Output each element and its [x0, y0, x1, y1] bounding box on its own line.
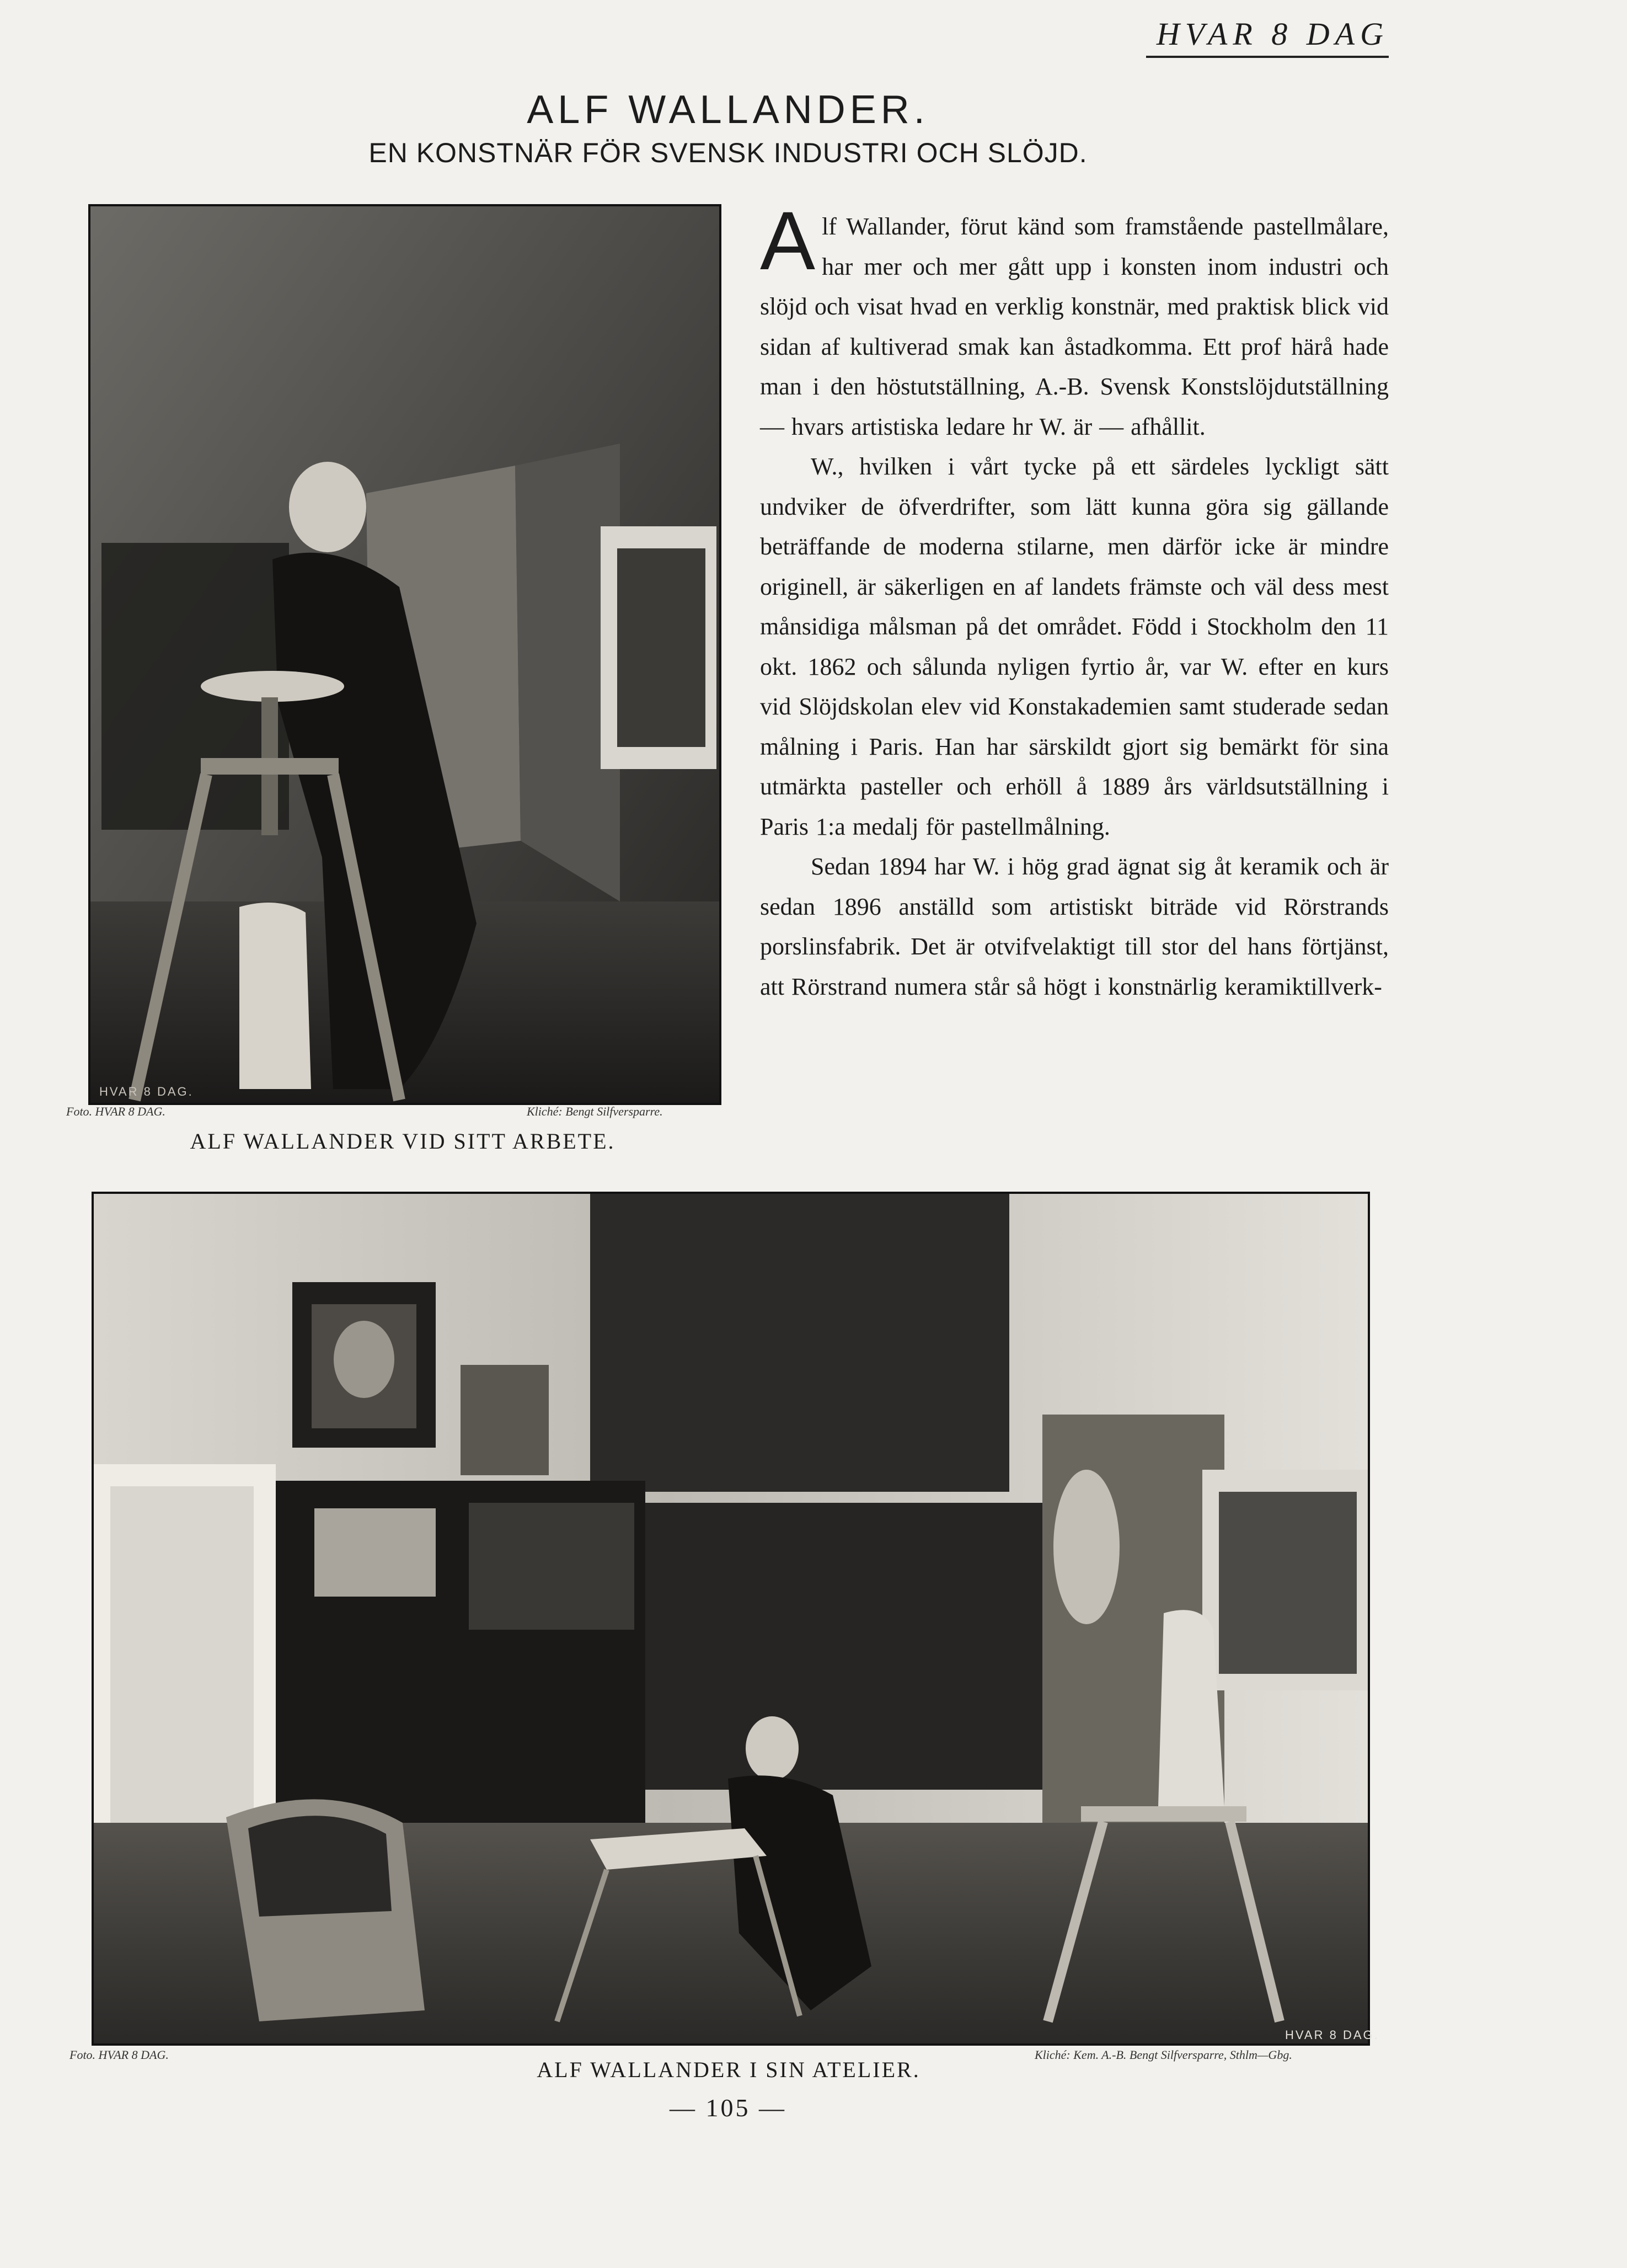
photo-bottom-caption: ALF WALLANDER I SIN ATELIER. — [537, 2057, 920, 2082]
paragraph-3: Sedan 1894 har W. i hög grad ägnat sig åt keramik och är sedan 1896 anställd som artistiskt biträde vid Rörstrands porslinsfabrik. Det är otvifvelaktigt till stor del hans förtjänst, att Rörstrand numera står så högt i konstnärlig keramiktillverk- — [760, 853, 1389, 1000]
page-number: — 105 — — [670, 2094, 786, 2122]
article-title: ALF WALLANDER. — [527, 88, 929, 132]
photo-artist-in-studio-image — [94, 1194, 1379, 2043]
photo-top-credit-left: Foto. HVAR 8 DAG. — [66, 1104, 165, 1118]
drop-cap: A — [760, 194, 816, 287]
paragraph-2: W., hvilken i vårt tycke på ett särdeles lyckligt sätt undviker de öfverdrifter, som lätt kunna göra sig gällande beträffande de moderna stilarne, men därför icke är mindre originell, är säkerligen en af landets främste och väl dess mest månsidiga målsman på det området. Född i Stockholm den 11 okt. 1862 och sålunda nyligen fyrtio år, var W. efter en kurs vid Slöjdskolan elev vid Konstakademien samt studerade sedan målning i Paris. Han har särskildt gjort sig bemärkt för sina utmärkta pasteller och erhöll å 1889 års världsutställning i Paris 1:a medalj för pastellmålning. — [760, 453, 1389, 840]
photo-top-watermark: HVAR 8 DAG. — [99, 1085, 194, 1098]
photo-top-credit-right: Kliché: Bengt Silfversparre. — [527, 1104, 663, 1118]
paragraph-1: Alf Wallander, förut känd som framstående pastellmålare, har mer och mer gått upp i konsten inom industri och slöjd och visat hvad en verklig konstnär, med praktisk blick vid sidan af kultiverad smak kan åstadkomma. Ett prof härå hade man i den höstutställning, A.-B. Svensk Konstslöjdutställning — hvars artistiska ledare hr W. är — afhållit. — [760, 194, 1389, 440]
photo-bottom-watermark: HVAR 8 DAG. — [1285, 2028, 1379, 2042]
photo-bottom-credit-left: Foto. HVAR 8 DAG. — [69, 2048, 169, 2062]
photo-artist-at-work-image — [90, 206, 719, 1103]
article-body — [760, 194, 1389, 1007]
photo-top-caption: ALF WALLANDER VID SITT ARBETE. — [190, 1129, 616, 1154]
article-subtitle: EN KONSTNÄR FÖR SVENSK INDUSTRI OCH SLÖJD. — [368, 137, 1088, 168]
photo-artist-in-studio — [92, 1192, 1379, 2046]
photo-bottom-credit-right: Kliché: Kem. A.-B. Bengt Silfversparre, Sthlm—Gbg. — [1035, 2048, 1292, 2062]
photo-artist-at-work — [88, 204, 721, 1105]
running-head: HVAR 8 DAG — [1146, 15, 1389, 58]
